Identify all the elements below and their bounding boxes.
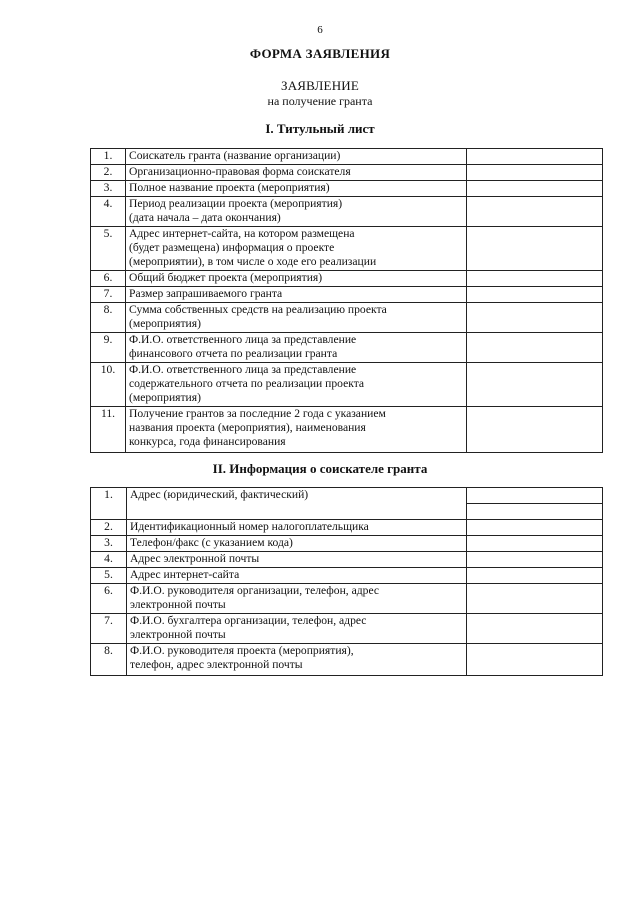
row-number: 1.: [91, 149, 126, 165]
section-title-applicant-info: II. Информация о соискателе гранта: [212, 461, 428, 476]
row-value-cell: [467, 271, 603, 287]
address-subrows: [467, 488, 602, 504]
row-label: Ф.И.О. руководителя проекта (мероприятия), телефон, адрес электронной почты: [127, 644, 467, 676]
table-row: [91, 536, 603, 552]
table-row: [91, 520, 603, 536]
row-value-cell: [467, 568, 603, 584]
row-number: 8.: [91, 644, 127, 676]
row-value-cell: [467, 644, 603, 676]
row-label: Адрес интернет-сайта: [127, 568, 467, 584]
row-value-cell: [467, 227, 603, 271]
row-value-cell: [467, 614, 603, 644]
table-row: [91, 181, 603, 197]
statement-subtitle: на получение гранта: [267, 94, 373, 108]
row-value-cell: [467, 165, 603, 181]
table-row: [91, 333, 603, 363]
row-value-cell: [467, 303, 603, 333]
row-value-cell: [467, 407, 603, 453]
row-label: Получение грантов за последние 2 года с указанием названия проекта (мероприятия), наименования конкурса, года финансирования: [126, 407, 467, 453]
row-value-cell: [467, 520, 603, 536]
section-title-title-page: I. Титульный лист: [265, 121, 375, 136]
row-label: Сумма собственных средств на реализацию проекта (мероприятия): [126, 303, 467, 333]
title-page-table: [90, 148, 603, 453]
table-row: [91, 552, 603, 568]
row-label: Телефон/факс (с указанием кода): [127, 536, 467, 552]
table-row: [91, 407, 603, 453]
row-number: 4.: [91, 197, 126, 227]
row-value-cell: [467, 333, 603, 363]
statement-title: ЗАЯВЛЕНИЕ: [280, 78, 360, 93]
table-row: [91, 644, 603, 676]
table-row: [91, 614, 603, 644]
row-label: Ф.И.О. бухгалтера организации, телефон, адрес электронной почты: [127, 614, 467, 644]
table-row: [91, 149, 603, 165]
table-row: [91, 488, 603, 520]
row-value-cell: [467, 536, 603, 552]
row-number: 5.: [91, 568, 127, 584]
table-row: [91, 165, 603, 181]
row-label: Ф.И.О. ответственного лица за представление финансового отчета по реализации гранта: [126, 333, 467, 363]
row-number: 2.: [91, 165, 126, 181]
row-number: 7.: [91, 614, 127, 644]
row-label: Общий бюджет проекта (мероприятия): [126, 271, 467, 287]
row-value-cell: [467, 181, 603, 197]
row-value-cell: [467, 149, 603, 165]
row-number: 8.: [91, 303, 126, 333]
row-label: Адрес интернет-сайта, на котором размещена (будет размещена) информация о проекте (мероприятии), в том числе о ходе его реализации: [126, 227, 467, 271]
row-number: 1.: [91, 488, 127, 520]
row-value-cell: [467, 584, 603, 614]
row-number: 5.: [91, 227, 126, 271]
table-row: [91, 271, 603, 287]
row-label: Размер запрашиваемого гранта: [126, 287, 467, 303]
row-label: Ф.И.О. ответственного лица за представление содержательного отчета по реализации проекта (мероприятия): [126, 363, 467, 407]
row-number: 3.: [91, 536, 127, 552]
form-title: ФОРМА ЗАЯВЛЕНИЯ: [249, 46, 391, 61]
row-number: 2.: [91, 520, 127, 536]
applicant-info-table: [90, 487, 603, 676]
row-number: 10.: [91, 363, 126, 407]
row-value-cell: [467, 363, 603, 407]
row-number: 11.: [91, 407, 126, 453]
table-row: [91, 197, 603, 227]
row-value-cell: [467, 488, 603, 520]
row-label: Ф.И.О. руководителя организации, телефон, адрес электронной почты: [127, 584, 467, 614]
row-number: 9.: [91, 333, 126, 363]
row-label: Адрес электронной почты: [127, 552, 467, 568]
table-row: [91, 227, 603, 271]
row-value-cell: [467, 552, 603, 568]
row-number: 6.: [91, 271, 126, 287]
row-value-cell: [467, 197, 603, 227]
row-number: 7.: [91, 287, 126, 303]
row-label: Организационно-правовая форма соискателя: [126, 165, 467, 181]
row-number: 4.: [91, 552, 127, 568]
page-number: 6: [317, 24, 323, 36]
row-label: Соискатель гранта (название организации): [126, 149, 467, 165]
table-row: [91, 287, 603, 303]
address-subrow-line: [467, 488, 602, 504]
row-label: Полное название проекта (мероприятия): [126, 181, 467, 197]
table-row: [91, 363, 603, 407]
table-row: [91, 568, 603, 584]
row-number: 6.: [91, 584, 127, 614]
row-label: Период реализации проекта (мероприятия) (дата начала – дата окончания): [126, 197, 467, 227]
table-row: [91, 584, 603, 614]
row-label: Адрес (юридический, фактический): [127, 488, 467, 520]
table-row: [91, 303, 603, 333]
row-value-cell: [467, 287, 603, 303]
row-number: 3.: [91, 181, 126, 197]
row-label: Идентификационный номер налогоплательщика: [127, 520, 467, 536]
